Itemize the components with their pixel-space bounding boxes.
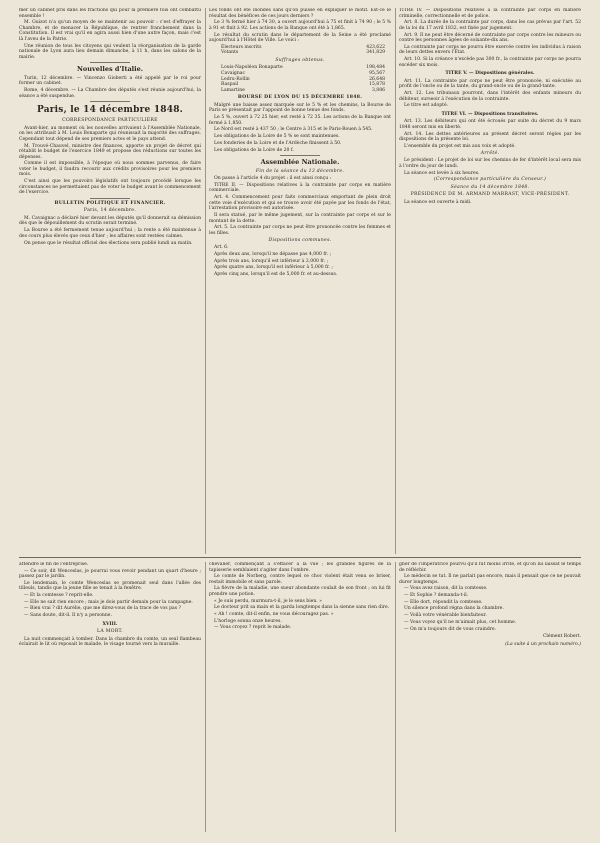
correspondence-byline: PRÉSIDENCE DE M. ARMAND MARRAST, VICE-PRÉSIDENT. bbox=[410, 192, 570, 198]
column-rule bbox=[205, 562, 206, 832]
article-paragraph: Art. 10. Si la créance n'excède pas 300 fr., la contrainte par corps ne pourra excéder six mois. bbox=[399, 57, 581, 68]
article-paragraph: L'ensemble du projet est mis aux voix et adopté. bbox=[404, 143, 516, 149]
article-paragraph: Il sera statué, par le même jugement, sur la contrainte par corps et sur le montant de la dette. bbox=[209, 212, 391, 224]
article-paragraph: Art. 12. Les tribunaux pourront, dans l'intérêt des enfants mineurs du débiteur, surseoir à l'exécution de la contrainte. bbox=[399, 91, 581, 102]
row-value: 95,567 bbox=[369, 71, 385, 77]
story-paragraph: — Elle ne sait rien encore ; mais je dois partir demain pour la campagne. bbox=[24, 599, 193, 605]
article-paragraph: C'est ainsi que les pouvoirs législatifs ont toujours procédé lorsque les circonstances ne permettaient pas de voter le budget avant le commencement de l'exercice. bbox=[19, 179, 201, 196]
story-paragraph: — Et Sophie ? demanda-t-il. bbox=[404, 593, 469, 599]
subsection-heading: Dispositions communes. bbox=[268, 237, 332, 243]
row-label: Louis-Napoléon Bonaparte bbox=[221, 65, 283, 71]
continuation-note: (La suite à un prochain numéro.) bbox=[505, 641, 581, 647]
column-1 bbox=[19, 8, 201, 556]
row-label: Lamartine bbox=[221, 87, 245, 93]
row-label: Électeurs inscrits bbox=[221, 44, 262, 50]
story-paragraph: chevalier, commençant à s'effacer à la vue ; les grandes figures de la tapisserie semblaient s'agiter dans l'ombre. bbox=[209, 562, 391, 573]
article-paragraph: Les obligations de la Loire de 5 % se sont maintenues. bbox=[214, 134, 340, 140]
article-paragraph: Les fonderies de la Loire et de l'Ardèche finissent à 50. bbox=[214, 140, 342, 146]
story-paragraph: attendre le fin de l'entreprise. bbox=[19, 562, 89, 567]
arrete-heading: Arrêté. bbox=[480, 150, 500, 156]
article-paragraph: Les obligations de la Loire de 20 f. bbox=[214, 147, 294, 153]
article-paragraph: On pense que le résultat officiel des élections sera publié lundi au matin. bbox=[24, 240, 193, 246]
article-paragraph: Le titre est adopté. bbox=[404, 103, 449, 109]
chapter-title: LA MORT. bbox=[97, 629, 123, 635]
article-paragraph: M. Cavaignac a déclaré hier devant les députés qu'il donnerait sa démission dès que le dépouillement du scrutin serait terminé. bbox=[19, 215, 201, 227]
article-paragraph: Art. 5. La contrainte par corps ne peut être prononcée contre les femmes et les filles. bbox=[209, 225, 391, 236]
author-signature: Clément Robert. bbox=[542, 634, 581, 639]
column-2 bbox=[209, 8, 391, 556]
row-label: Raspail bbox=[221, 82, 239, 88]
bulletin-dateline: Paris, 14 décembre. bbox=[83, 208, 137, 214]
correspondence-heading: (Correspondance particulière du Censeur.) bbox=[433, 177, 547, 183]
section-divider bbox=[90, 62, 130, 63]
article-paragraph: Les fonds ont été inondés sans qu'on puisse en expliquer le motif. Est-ce le résultat des bénéfices de ces jours derniers ? bbox=[209, 8, 391, 19]
article-paragraph: Art. 4. Commencement pour faits commerciaux emportant de plein droit cette voie d'exécution et qui se trouve avoir été payée par les fonds de l'état, l'arrestation provisoire est autorisée. bbox=[209, 195, 391, 212]
story-paragraph: — Vous avez raison, dit la comtesse. bbox=[404, 586, 488, 592]
article-paragraph: Art. 6. bbox=[214, 245, 229, 251]
column-rule bbox=[395, 8, 396, 554]
article-paragraph: Art. 9. Il ne peut être décerné de contrainte par corps contre les mineurs ou contre les personnes âgées de soixante-dix ans. bbox=[399, 32, 581, 44]
feuilleton-column-1 bbox=[19, 562, 201, 834]
section-divider bbox=[90, 198, 130, 199]
section-heading-italy: Nouvelles d'Italie. bbox=[76, 65, 144, 74]
article-paragraph: Le 3 % fermé hier à 74 30, a ouvert aujourd'hui à 75 et finit à 74 90 ; le 5 % à 91 et finit à 92. Les actions de la Banque ont été à 1,865. bbox=[209, 20, 391, 31]
story-paragraph: Le comte de Norberg, contre lequel ce choc violent était venu se briser, restait immobile et sans parole. bbox=[209, 574, 391, 585]
correspondence-date: Séance du 14 décembre 1848. bbox=[450, 184, 530, 190]
story-paragraph: Le médecin se tut. Il ne parlait pas encore, mais il pensait que ce ne pouvait durer longtemps. bbox=[399, 574, 581, 585]
story-paragraph: « Ah ! comte, dit-il enfin, ne vous découragez pas. » bbox=[214, 611, 334, 617]
list-item: Après deux ans, lorsqu'il ne dépasse pas 4,000 fr. ; bbox=[214, 251, 332, 257]
section-divider bbox=[90, 101, 130, 102]
row-value: 198,484 bbox=[366, 65, 385, 71]
column-rule bbox=[395, 562, 396, 832]
story-paragraph: La fièvre de la maladie, une sueur abondante coulait de son front ; on lui fit prendre une potion. bbox=[209, 586, 391, 597]
story-paragraph: — Ce soir, dit Wenceslas, je pourrai vous revoir pendant un quart d'heure ; passez par le jardin. bbox=[19, 568, 201, 580]
row-label: Ledru-Rollin bbox=[221, 76, 250, 82]
article-paragraph: Le président : Le projet de loi sur les chemins de fer d'intérêt local sera mis à l'ordre du jour de lundi. bbox=[399, 158, 581, 169]
article-paragraph: Art. 8. La durée de la contrainte par corps, dans les cas prévus par l'art. 52 de la loi du 17 avril 1832, est fixée par jugement. bbox=[399, 20, 581, 31]
article-paragraph: Art. 13. Les débiteurs qui ont été écroués par suite du décret du 9 mars 1848 seront mis en liberté. bbox=[399, 119, 581, 130]
bulletin-heading: BULLETIN POLITIQUE ET FINANCIER. bbox=[54, 200, 166, 206]
article-paragraph: On passe à l'article 4 du projet : il est ainsi conçu : bbox=[214, 176, 332, 182]
row-value: 26,648 bbox=[369, 76, 385, 82]
article-paragraph: Turin, 12 décembre. — Vincenzo Gioberti a été appelé par le roi pour former un cabinet. bbox=[19, 75, 201, 87]
article-paragraph: Une réunion de tous les citoyens qui veulent la réorganisation de la garde nationale de Lyon aura lieu demain dimanche, à 11 h, dans les salons de la mairie. bbox=[19, 43, 201, 60]
article-paragraph: mer un cabinet pris dans les fractions qui pour la première fois ont combattu ensemble ! bbox=[19, 8, 201, 19]
feuilleton-rule bbox=[19, 557, 581, 558]
story-paragraph: — Sans doute, dit-il. Il n'y a personne. bbox=[24, 613, 112, 619]
story-paragraph: La nuit commençait à tomber. Dans la chambre du comte, un seul flambeau éclairait le lit où reposait le malade, le visage tourné vers la muraille. bbox=[19, 636, 201, 648]
column-rule bbox=[205, 8, 206, 554]
article-paragraph: Comme il est impossible, à l'époque où nous sommes parvenus, de faire voter le budget, il faudra recourir aux crédits provisoires pour les premiers mois. bbox=[19, 161, 201, 178]
section-divider bbox=[280, 155, 320, 156]
story-paragraph: Le lendemain, le comte Wenceslas se promenait seul dans l'allée des tilleuls, tandis que la jeune fille se tenait à la fenêtre. bbox=[19, 580, 201, 592]
titre-vi-heading: TITRE VI. — Dispositions transitoires. bbox=[441, 111, 539, 117]
story-paragraph: — Elle dort, répondit la comtesse. bbox=[404, 599, 483, 605]
dateline-heading: Paris, le 14 décembre 1848. bbox=[36, 105, 183, 116]
row-value: 15,878 bbox=[369, 82, 385, 88]
row-value: 423,622 bbox=[366, 44, 385, 50]
article-paragraph: Art. 14. Les dettes antérieures au présent décret seront régies par les dispositions de la présente loi. bbox=[399, 131, 581, 143]
article-paragraph: M. Trouvé-Chauvel, ministre des finances, apporte un projet de décret qui rétablit le budget de l'exercice 1849 et propose des réductions sur toutes les dépenses. bbox=[19, 143, 201, 160]
row-value: 341,829 bbox=[366, 50, 385, 56]
table-row bbox=[209, 50, 391, 56]
story-paragraph: « Je suis perdu, murmura-t-il, je le sens bien. » bbox=[214, 598, 322, 604]
story-paragraph: Un silence profond régna dans la chambre. bbox=[404, 606, 504, 612]
article-paragraph: La contrainte par corps ne pourra être exercée contre les individus à raison de leurs dettes envers l'État. bbox=[399, 44, 581, 56]
row-value: 3,886 bbox=[371, 87, 385, 93]
article-paragraph: Avant-hier, au moment où les nouvelles arrivaient à l'Assemblée Nationale, on les attribuait à M. Louis Bonaparte qui réunissait la majorité des suffrages. Cependant tout dépend de ses premiers actes et le pays attend. bbox=[19, 125, 201, 142]
story-paragraph: — Et la comtesse ? reprit-elle. bbox=[24, 593, 94, 599]
assembly-heading: Assemblée Nationale. bbox=[260, 158, 340, 167]
article-paragraph: La Bourse a été fermement tenue aujourd'hui ; la rente a été maintenue à des cours plus élevés que ceux d'hier ; les affaires sont restées calmes. bbox=[19, 228, 201, 239]
story-paragraph: — Vous croyez ? reprit le malade. bbox=[214, 625, 292, 631]
row-label: Votants bbox=[221, 50, 239, 56]
titre-heading: TITRE IV. — Dispositions relatives à la contrainte par corps en matière criminelle, correctionnelle et de police. bbox=[399, 8, 581, 19]
article-paragraph: La séance est levée à six heures. bbox=[404, 170, 480, 176]
vote-table-candidates bbox=[209, 65, 391, 93]
feuilleton-column-3 bbox=[399, 562, 581, 834]
list-item: Après quatre ans, lorsqu'il est inférieur à 5,000 fr. ; bbox=[214, 265, 333, 271]
assembly-subheading: Fin de la séance du 13 décembre. bbox=[255, 168, 345, 174]
article-paragraph: TITRE II. — Dispositions relatives à la contrainte par corps en matière commerciale. bbox=[209, 182, 391, 194]
table-row bbox=[209, 88, 391, 94]
vote-table-seine bbox=[209, 45, 391, 56]
dateline-subheading: CORRESPONDANCE PARTICULIÈRE bbox=[62, 118, 158, 124]
list-item: Après trois ans, lorsqu'il est inférieur à 2,000 fr. ; bbox=[214, 258, 329, 264]
feuilleton-column-2 bbox=[209, 562, 391, 834]
story-paragraph: Le docteur prit sa main et la garda longtemps dans la sienne sans rien dire. bbox=[214, 605, 390, 611]
chapter-number: XVIII. bbox=[102, 621, 118, 627]
column-3 bbox=[399, 8, 581, 556]
row-label: Cavaignac bbox=[221, 71, 246, 77]
list-item: Après cinq ans, lorsqu'il est de 5,000 fr. et au-dessus. bbox=[214, 272, 338, 278]
story-paragraph: — Vous voyez qu'il ne m'aimait plus, cet homme. bbox=[404, 619, 517, 625]
article-paragraph: Le 5 %, ouvert à 72 25 hier, est resté à 72 35. Les actions de la Banque ont fermé à 1,850. bbox=[209, 115, 391, 126]
story-paragraph: — Voilà votre vénérable bienfaiteur. bbox=[404, 613, 487, 619]
article-paragraph: Rome, 4 décembre. — La Chambre des députés s'est réunie aujourd'hui, la séance a été suspendue. bbox=[19, 88, 201, 99]
story-paragraph: gner de l'impératrice pourvu qu'il fût moins irrité, et qu'on lui laissât le temps de réfléchir. bbox=[399, 562, 581, 573]
story-paragraph: — Bien vrai ? dit Aurélie, que me direz-vous de la trace de vos pas ? bbox=[24, 606, 181, 612]
article-paragraph: Art. 11. La contrainte par corps ne peut être prononcée, ni exécutée au profit de l'oncle ou de la tante, du grand-oncle ou de la grand-tante. bbox=[399, 78, 581, 90]
story-paragraph: L'horloge sonna onze heures. bbox=[214, 618, 282, 624]
suffrages-heading: Suffrages obtenus. bbox=[275, 57, 325, 63]
article-paragraph: Le Nord est resté à 437 50 ; le Centre à 315 et le Paris-Rouen à 545. bbox=[214, 127, 373, 133]
article-paragraph: Malgré une baisse assez marquée sur le 5 % et les chemins, la Bourse de Paris se présentait par l'appoint de bonne tenue des fonds. bbox=[209, 102, 391, 114]
story-paragraph: — On m'a toujours dit de vous craindre. bbox=[404, 626, 497, 632]
bourse-heading: BOURSE DE LYON DU 15 DÉCEMBRE 1848. bbox=[237, 95, 363, 101]
article-paragraph: La séance est ouverte à midi. bbox=[404, 199, 472, 205]
article-paragraph: M. Guizot n'a qu'un moyen de se maintenir au pouvoir : c'est d'effrayer la Chambre, et de menacer la République, de rentrer franchement dans la Constitution. Il est vrai qu'il en agira aussi bien d'une autre façon, mais c'est là l'aveu de la Patrie. bbox=[19, 20, 201, 42]
titre-v-heading: TITRE V. — Dispositions générales. bbox=[445, 71, 535, 77]
article-paragraph: Le résultat du scrutin dans le département de la Seine a été proclamé aujourd'hui à l'Hôtel de Ville. Le voici : bbox=[209, 32, 391, 44]
